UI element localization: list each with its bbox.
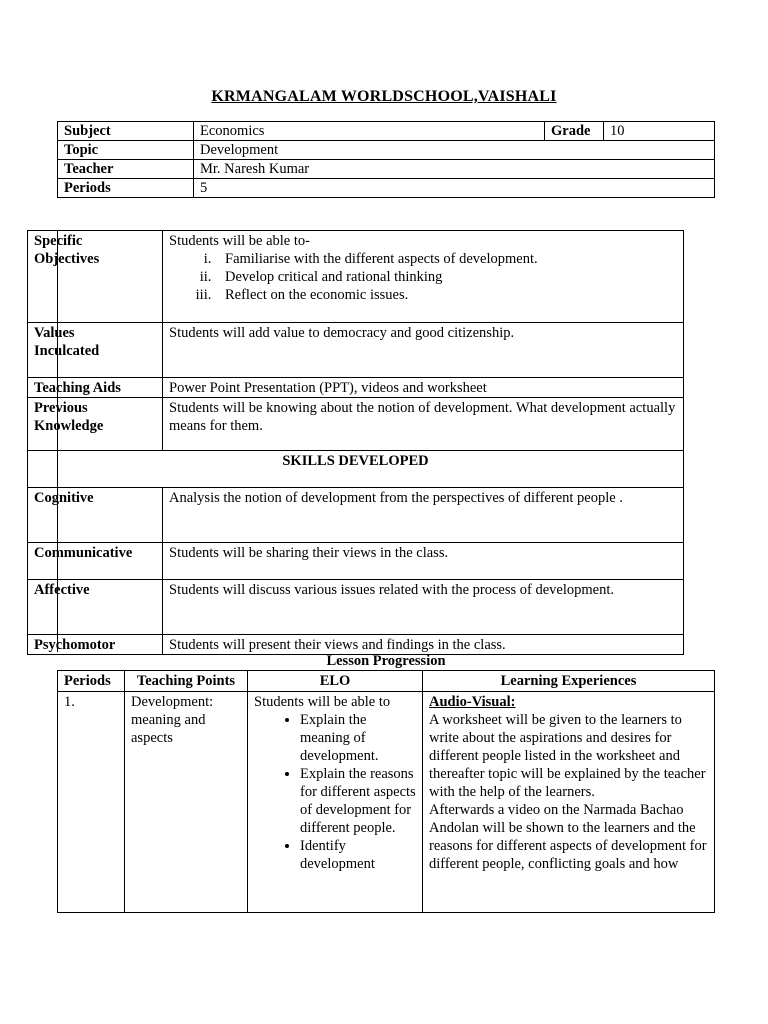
header-elo: ELO xyxy=(248,671,423,692)
cognitive-content: Analysis the notion of development from the perspectives of different people . xyxy=(163,488,684,543)
topic-label: Topic xyxy=(58,141,194,160)
previous-knowledge-content: Students will be knowing about the notion of development. What development actually means for them. xyxy=(163,398,684,451)
learning-experience-text-2: Afterwards a video on the Narmada Bachao Andolan will be shown to the learners and the reasons for different aspects of development for different people, conflicting goals and how xyxy=(429,802,707,872)
cognitive-row xyxy=(28,488,684,543)
communicative-content: Students will be sharing their views in the class. xyxy=(163,543,684,580)
objectives-label-line1: Specific xyxy=(34,233,83,249)
period-number: 1. xyxy=(58,692,125,913)
skills-heading: SKILLS DEVELOPED xyxy=(28,451,684,488)
skills-heading-row xyxy=(28,451,684,488)
objectives-content xyxy=(163,231,684,323)
values-row xyxy=(28,323,684,378)
communicative-label: Communicative xyxy=(28,543,163,580)
objectives-intro: Students will be able to- xyxy=(169,233,310,249)
subject-value: Economics xyxy=(194,122,545,141)
audio-visual-heading: Audio-Visual: xyxy=(429,694,516,710)
communicative-row xyxy=(28,543,684,580)
elo-item: • Identify development xyxy=(300,837,416,873)
objectives-label xyxy=(28,231,163,323)
lesson-progression-title: Lesson Progression xyxy=(326,653,446,669)
aids-row xyxy=(28,378,684,398)
previous-knowledge-row xyxy=(28,398,684,451)
values-content: Students will add value to democracy and good citizenship. xyxy=(163,323,684,378)
objectives-list xyxy=(169,250,677,304)
lesson-progression-table xyxy=(57,670,715,913)
objective-item: iii. Reflect on the economic issues. xyxy=(215,286,677,304)
elo-item: • Explain the reasons for different aspects of development for different people. xyxy=(300,765,416,837)
previous-label-line1: Previous xyxy=(34,400,88,416)
objective-item: ii. Develop critical and rational thinking xyxy=(215,268,677,286)
subject-label: Subject xyxy=(58,122,194,141)
teaching-point: Development: meaning and aspects xyxy=(125,692,248,913)
grade-label: Grade xyxy=(545,122,604,141)
affective-content: Students will discuss various issues related with the process of development. xyxy=(163,580,684,635)
affective-row xyxy=(28,580,684,635)
cognitive-label: Cognitive xyxy=(28,488,163,543)
topic-row xyxy=(58,141,715,160)
lesson-header-row xyxy=(58,671,715,692)
grade-value: 10 xyxy=(604,122,715,141)
objective-item: i. Familiarise with the different aspects of development. xyxy=(215,250,677,268)
objectives-label-line2: Objectives xyxy=(34,251,100,267)
school-title: KRMANGALAM WORLDSCHOOL,VAISHALI xyxy=(211,88,557,105)
psychomotor-content: Students will present their views and findings in the class. xyxy=(163,635,684,655)
teacher-value: Mr. Naresh Kumar xyxy=(194,160,715,179)
previous-label-line2: Knowledge xyxy=(34,418,104,434)
header-periods: Periods xyxy=(58,671,125,692)
affective-label: Affective xyxy=(28,580,163,635)
periods-value: 5 xyxy=(194,179,715,198)
objectives-table xyxy=(27,230,684,655)
teacher-label: Teacher xyxy=(58,160,194,179)
values-label xyxy=(28,323,163,378)
topic-value: Development xyxy=(194,141,715,160)
learning-experience-cell xyxy=(423,692,715,913)
aids-label: Teaching Aids xyxy=(28,378,163,398)
values-label-line2: Inculcated xyxy=(34,343,100,359)
lesson-row xyxy=(58,692,715,913)
header-teaching-points: Teaching Points xyxy=(125,671,248,692)
lesson-info-table xyxy=(57,121,715,198)
periods-label: Periods xyxy=(58,179,194,198)
elo-item: • Explain the meaning of development. xyxy=(300,711,416,765)
values-label-line1: Values xyxy=(34,325,75,341)
periods-row xyxy=(58,179,715,198)
subject-row xyxy=(58,122,715,141)
header-learning-experiences: Learning Experiences xyxy=(423,671,715,692)
aids-content: Power Point Presentation (PPT), videos and worksheet xyxy=(163,378,684,398)
elo-intro: Students will be able to xyxy=(254,694,391,710)
teacher-row xyxy=(58,160,715,179)
objectives-row xyxy=(28,231,684,323)
table-overlap-line xyxy=(57,230,58,652)
elo-list xyxy=(254,711,416,873)
psychomotor-label: Psychomotor xyxy=(28,635,163,655)
elo-cell xyxy=(248,692,423,913)
previous-knowledge-label xyxy=(28,398,163,451)
learning-experience-text-1: A worksheet will be given to the learners to write about the aspirations and desires for different people listed in the worksheet and thereafter topic will be explained by the teacher with the help of the learners. xyxy=(429,712,706,800)
